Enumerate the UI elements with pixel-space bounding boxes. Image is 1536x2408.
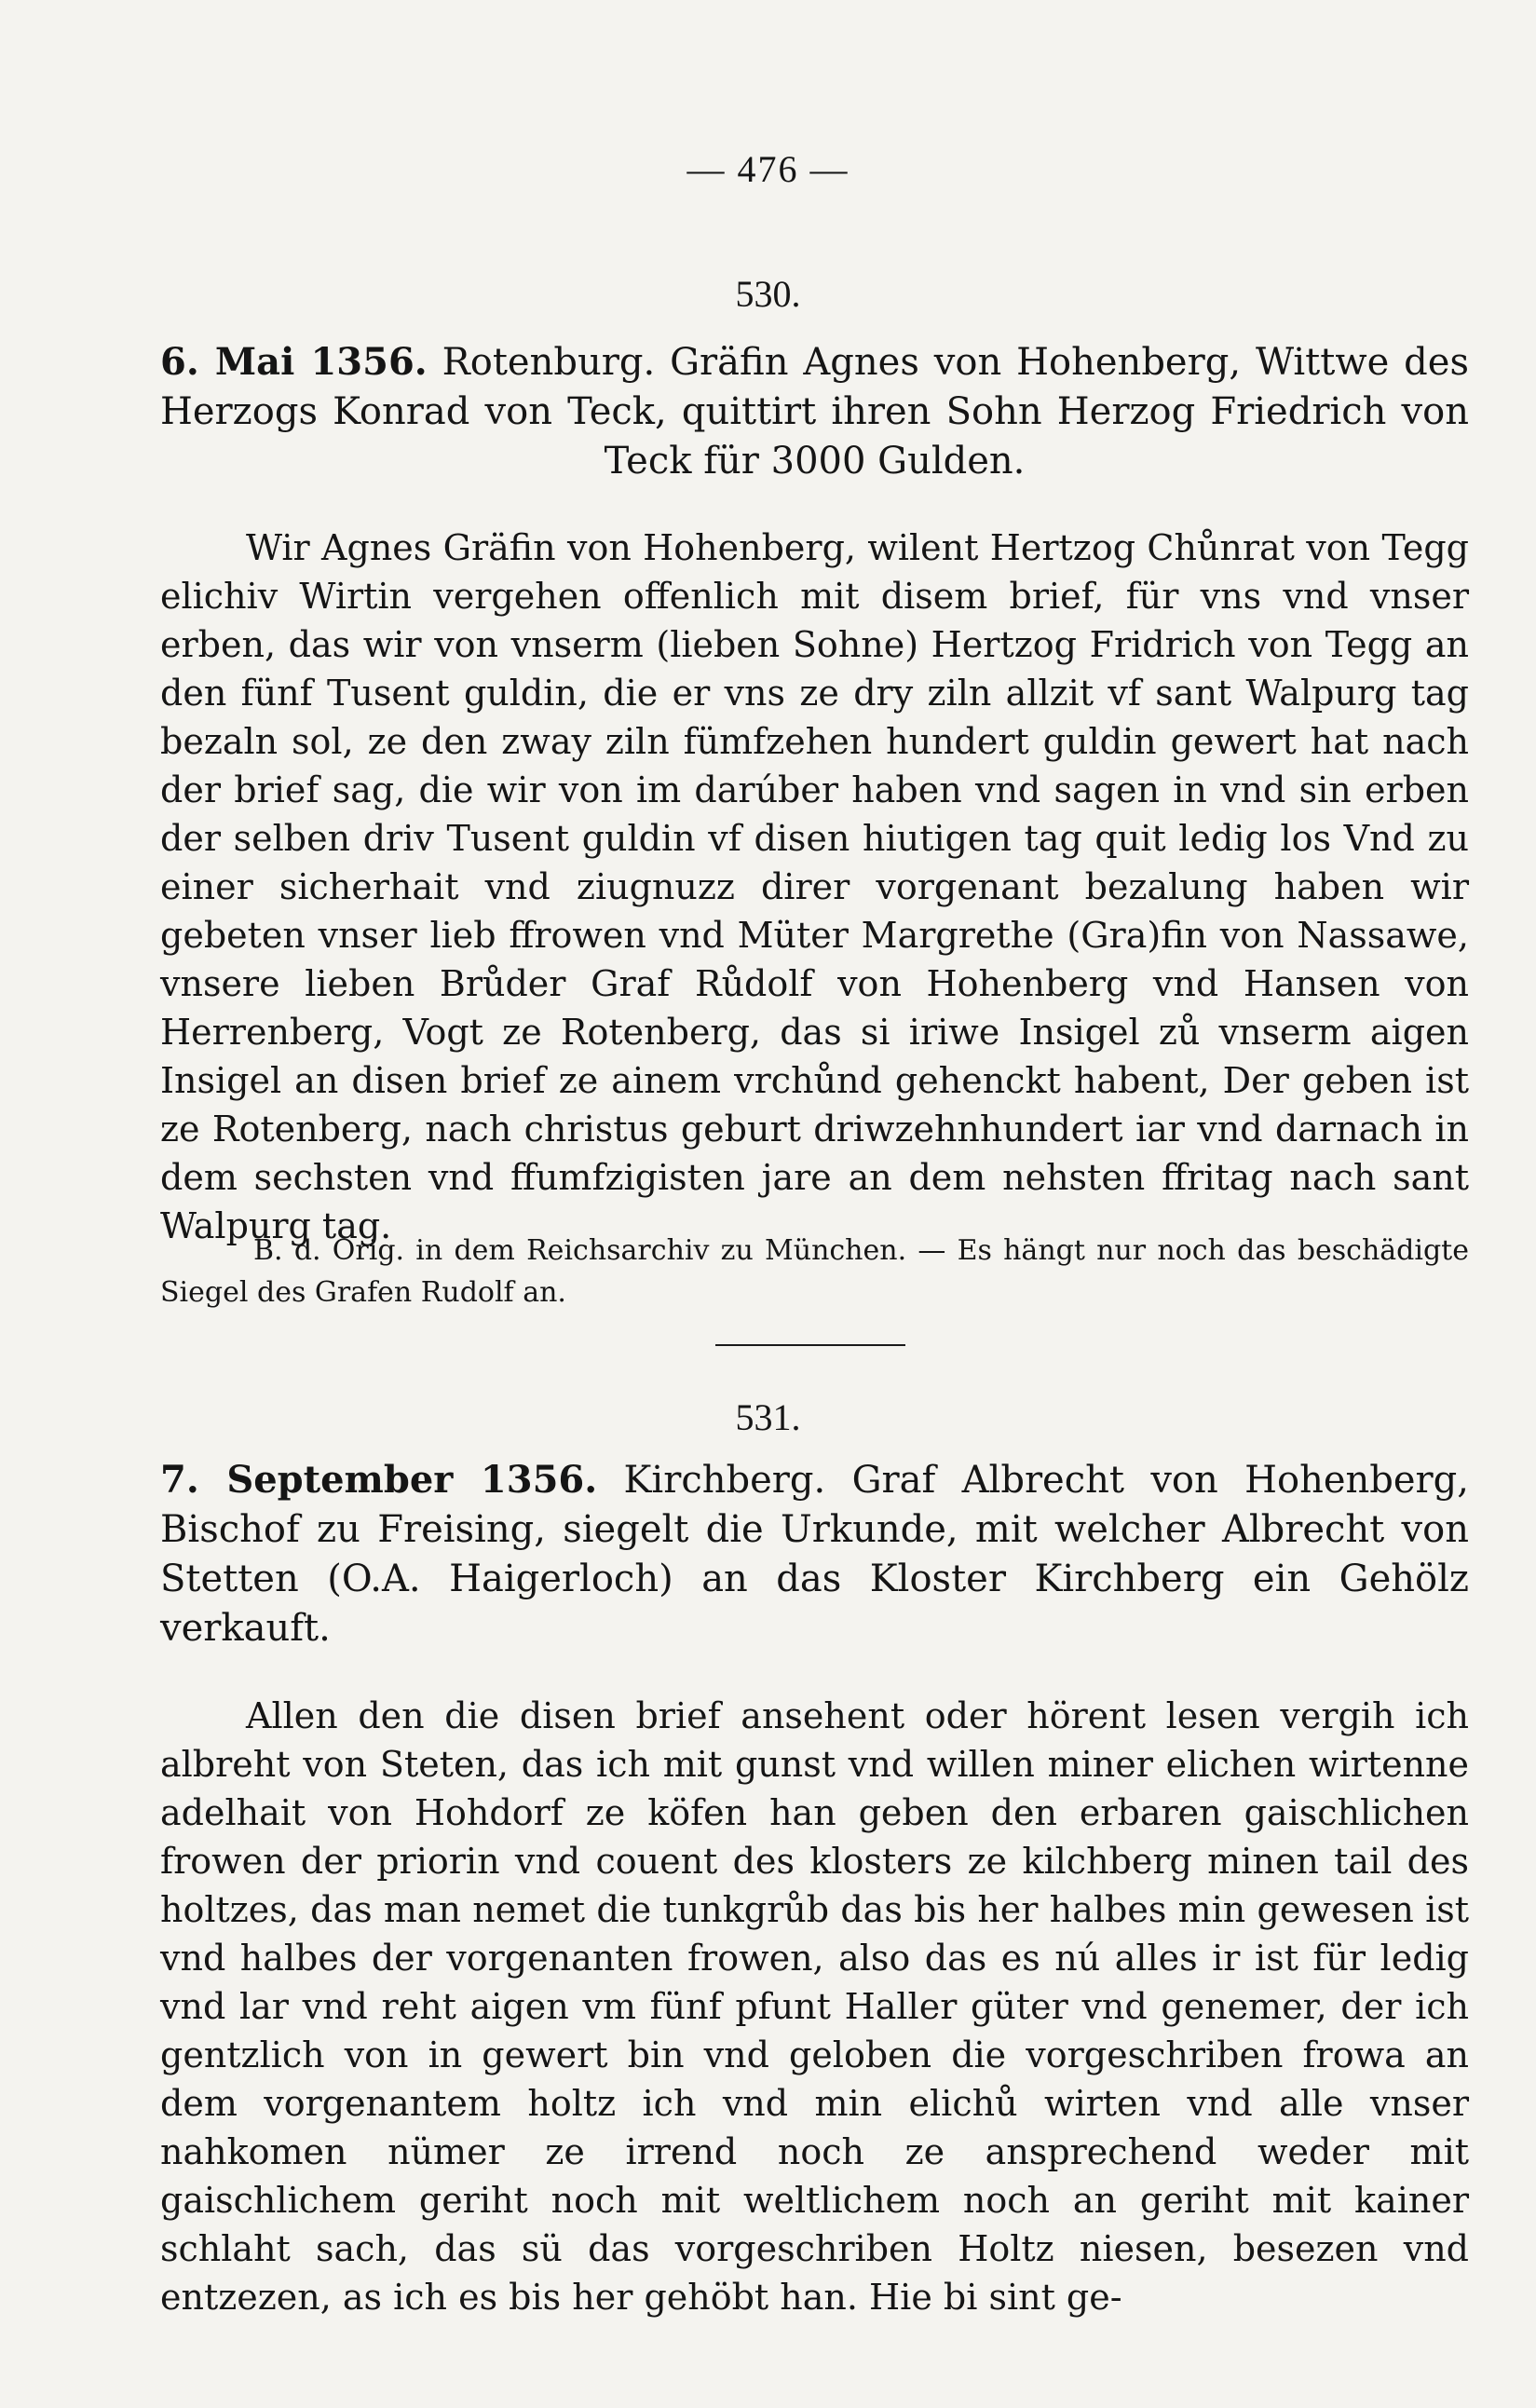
heading-summary: Kirchberg. Graf Albrecht von Hohenberg, Bischof zu Freising, siegelt die Urkunde, mit welcher Albrecht von Stetten (O.A. Haigerloch) an das Kloster Kirchberg ein Gehölz verkauft. — [160, 1459, 1469, 1650]
heading-date: 6. Mai 1356. — [160, 340, 428, 384]
heading-summary: Rotenburg. Gräfin Agnes von Hohenberg, Wittwe des Herzogs Konrad von Teck, quittirt ihren Sohn Herzog Friedrich von Teck für 3000 Gulden. — [160, 341, 1469, 483]
page-number: — 476 — — [686, 148, 850, 190]
document-number: 530. — [735, 273, 801, 315]
document-heading — [160, 337, 1469, 486]
heading-date: 7. September 1356. — [160, 1458, 598, 1502]
document-body: Allen den die disen brief ansehent oder hörent lesen vergih ich albreht von Steten, das ich mit gunst vnd willen miner elichen wirtenne adelhait von Hohdorf ze köfen han geben den erbaren gaischlichen frowen der priorin vnd couent des klosters ze kilchberg minen tail des holtzes, das man nemet die tunkgrůb das bis her halbes min gewesen ist vnd halbes der vorgenanten frowen, also das es nú alles ir ist für ledig vnd lar vnd reht aigen vm fünf pfunt Haller güter vnd genemer, der ich gentzlich von in gewert bin vnd geloben die vorgeschriben frowa an dem vorgenantem holtz ich vnd min elichů wirten vnd alle vnser nahkomen nümer ze irrend noch ze ansprechend weder mit gaischlichem geriht noch mit weltlichem noch an geriht mit kainer schlaht sach, das sü das vorgeschriben Holtz niesen, besezen vnd entzezen, as ich es bis her gehöbt han. Hie bi sint ge- — [160, 1695, 1469, 2318]
document-heading — [160, 1455, 1469, 1653]
document-number: 531. — [735, 1396, 801, 1438]
section-divider — [715, 1344, 905, 1346]
document-body: Wir Agnes Gräfin von Hohenberg, wilent Hertzog Chůnrat von Tegg elichiv Wirtin vergehen offenlich mit disem brief, für vns vnd vnser erben, das wir von vnserm (lieben Sohne) Hertzog Fridrich von Tegg an den fünf Tusent guldin, die er vns ze dry ziln allzit vf sant Walpurg tag bezaln sol, ze den zway ziln fümfzehen hundert guldin gewert hat nach der brief sag, die wir von im darúber haben vnd sagen in vnd sin erben der selben driv Tusent guldin vf disen hiutigen tag quit ledig los Vnd zu einer sicherhait vnd ziugnuzz direr vorgenant bezalung haben wir gebeten vnser lieb ffrowen vnd Müter Margrethe (Gra)fin von Nassawe, vnsere lieben Brůder Graf Růdolf von Hohenberg vnd Hansen von Herrenberg, Vogt ze Rotenberg, das si iriwe Insigel zů vnserm aigen Insigel an disen brief ze ainem vrchůnd gehenckt habent, Der geben ist ze Rotenberg, nach christus geburt driwzehnhundert iar vnd darnach in dem sechsten vnd ffumfzigisten jare an dem nehsten ffritag nach sant Walpurg tag. — [160, 527, 1469, 1246]
source-note: B. d. Orig. in dem Reichsarchiv zu München. — Es hängt nur noch das beschädigte Siegel des Grafen Rudolf an. — [160, 1234, 1469, 1309]
